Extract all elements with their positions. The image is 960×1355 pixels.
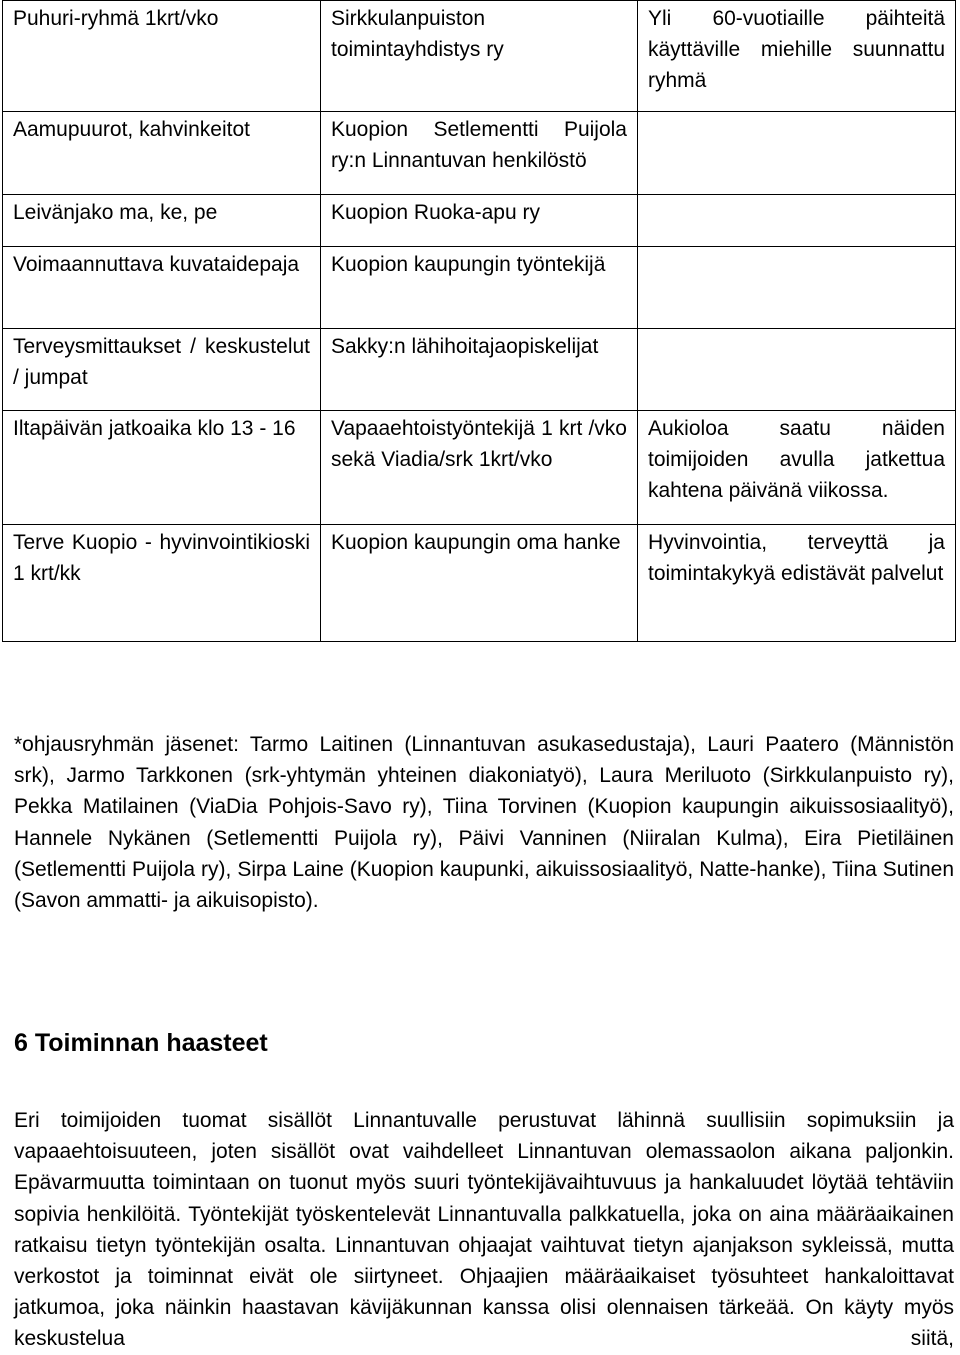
notes-cell: Aukioloa saatu näiden toimijoiden avulla jatkettua kahtena päivänä viikossa. (638, 411, 956, 525)
table-row (3, 195, 956, 247)
organizer-cell: Sirkkulanpuiston toimintayhdistys ry (321, 1, 638, 112)
notes-cell (638, 329, 956, 411)
activity-cell: Aamupuurot, kahvinkeitot (3, 112, 321, 195)
notes-cell: Hyvinvointia, terveyttä ja toimintakykyä edistävät palvelut (638, 525, 956, 642)
organizer-cell: Sakky:n lähihoitajaopiskelijat (321, 329, 638, 411)
organizer-cell: Kuopion kaupungin työntekijä (321, 247, 638, 329)
section-heading: 6 Toiminnan haasteet (14, 1029, 268, 1057)
activity-cell: Puhuri-ryhmä 1krt/vko (3, 1, 321, 112)
table-row (3, 1, 956, 112)
organizer-cell: Kuopion Setlementti Puijola ry:n Linnantuvan henkilöstö (321, 112, 638, 195)
activity-cell: Terve Kuopio - hyvinvointikioski 1 krt/kk (3, 525, 321, 642)
activity-cell: Terveysmittaukset / keskustelut / jumpat (3, 329, 321, 411)
table-row (3, 525, 956, 642)
organizer-cell: Kuopion Ruoka-apu ry (321, 195, 638, 247)
activity-cell: Leivänjako ma, ke, pe (3, 195, 321, 247)
table-row (3, 329, 956, 411)
organizer-cell: Kuopion kaupungin oma hanke (321, 525, 638, 642)
notes-cell: Yli 60-vuotiaille päihteitä käyttäville miehille suunnattu ryhmä (638, 1, 956, 112)
table-row (3, 112, 956, 195)
table-row (3, 411, 956, 525)
table-row (3, 247, 956, 329)
steering-group-members: *ohjausryhmän jäsenet: Tarmo Laitinen (Linnantuvan asukasedustaja), Lauri Paatero (Männistön srk), Jarmo Tarkkonen (srk-yhtymän yhteinen diakoniatyö), Laura Meriluoto (Sirkkulanpuisto ry), Pekka Matilainen (ViaDia Pohjois-Savo ry), Tiina Torvinen (Kuopion kaupungin aikuissosiaalityö), Hannele Nykänen (Setlementti Puijola ry), Päivi Vanninen (Niiralan Kulma), Eira Pietiläinen (Setlementti Puijola ry), Sirpa Laine (Kuopion kaupunki, aikuissosiaalityö, Natte-hanke), Tiina Sutinen (Savon ammatti- ja aikuisopisto). (14, 733, 954, 913)
activity-cell: Iltapäivän jatkoaika klo 13 - 16 (3, 411, 321, 525)
notes-cell (638, 195, 956, 247)
notes-cell (638, 112, 956, 195)
organizer-cell: Vapaaehtoistyöntekijä 1 krt /vko sekä Viadia/srk 1krt/vko (321, 411, 638, 525)
activities-table (2, 0, 956, 642)
activity-cell: Voimaannuttava kuvataidepaja (3, 247, 321, 329)
notes-cell (638, 247, 956, 329)
section-paragraph: Eri toimijoiden tuomat sisällöt Linnantuvalle perustuvat lähinnä suullisiin sopimuksiin ja vapaaehtoisuuteen, joten sisällöt ovat vaihdelleet Linnantuvan olemassaolon aikana paljonkin. Epävarmuutta toimintaan on tuonut myös suuri työntekijävaihtuvuus ja hankaluudet löytää tehtäviin sopivia henkilöitä. Työntekijät työskentelevät Linnantuvalla palkkatuella, joka on aina määräaikainen ratkaisu tietyn työntekijän osalta. Linnantuvan ohjaajat vaihtuvat tietyn ajanjakson sykleissä, mutta verkostot ja toiminnat eivät ole siirtyneet. Ohjaajien määräaikaiset työsuhteet hankaloittavat jatkumoa, joka näinkin haastavan kävijäkunnan kanssa olisi olennaisen tärkeää. On käyty myös keskustelua siitä, (14, 1109, 954, 1351)
